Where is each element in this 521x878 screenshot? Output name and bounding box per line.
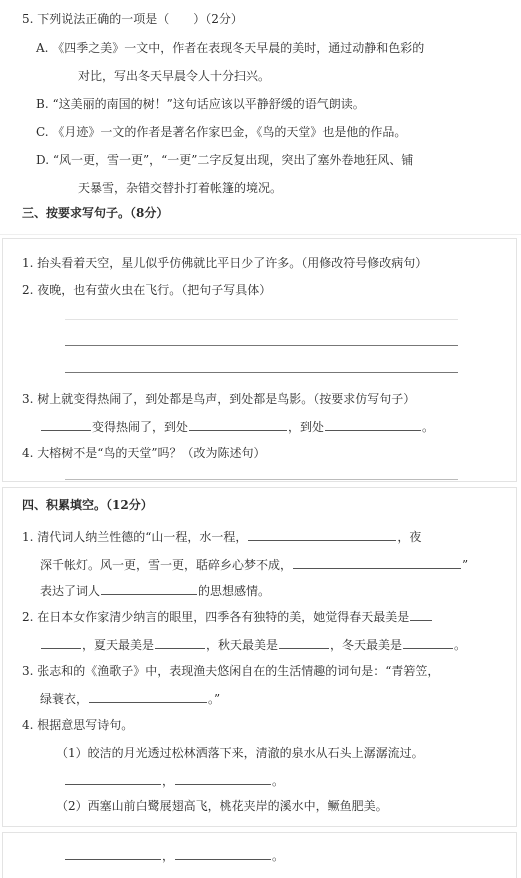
q1-text: 的思想感情。 — [198, 584, 271, 598]
s3-item3-fill — [40, 418, 434, 435]
s4-q1-line2 — [40, 556, 468, 573]
s4-q3-line1: 3. 张志和的《渔歌子》中，表现渔夫悠闲自在的生活情趣的词句是：“青箬笠， — [22, 664, 440, 678]
q1-text: ，夜 — [397, 530, 422, 544]
q4-sep: ， — [162, 849, 175, 863]
q2-text: 。 — [454, 638, 467, 652]
answer-line — [65, 319, 458, 320]
fill-blank[interactable] — [189, 418, 287, 431]
q3-text: 。” — [208, 692, 221, 706]
fill-blank[interactable] — [41, 418, 91, 431]
fill-blank[interactable] — [175, 847, 271, 860]
fill-text: 。 — [422, 420, 435, 434]
fill-blank[interactable] — [101, 582, 197, 595]
s3-item3: 3. 树上就变得热闹了，到处都是鸟声，到处都是鸟影。（按要求仿写句子） — [22, 392, 416, 406]
page-seam — [0, 234, 521, 235]
q5-option-c: C. 《月迹》一文的作者是著名作家巴金，《鸟的天堂》也是他的作品。 — [36, 125, 407, 139]
q1-text: ” — [462, 558, 469, 572]
s4-q1-line1 — [22, 528, 421, 545]
s4-q4-sub2: （2）西塞山前白鹭展翅高飞，桃花夹岸的溪水中，鳜鱼肥美。 — [56, 799, 388, 813]
fill-blank[interactable] — [155, 636, 205, 649]
section3-title: 三、按要求写句子。（8分） — [22, 206, 169, 220]
q1-text: 表达了词人 — [40, 584, 101, 598]
fill-blank[interactable] — [175, 772, 271, 785]
q5-stem: 5. 下列说法正确的一项是（ ）（2分） — [22, 12, 243, 26]
fill-blank[interactable] — [403, 636, 453, 649]
fill-blank[interactable] — [65, 847, 161, 860]
q4-sep: 。 — [272, 774, 285, 788]
fill-blank[interactable] — [41, 636, 81, 649]
q2-text: ，秋天最美是 — [206, 638, 279, 652]
q3-text: 绿蓑衣， — [40, 692, 89, 706]
q5-option-a-line2: 对比，写出冬天早晨令人十分扫兴。 — [78, 69, 271, 83]
answer-line — [65, 345, 458, 346]
fill-blank[interactable] — [89, 690, 207, 703]
q2-text: ，冬天最美是 — [330, 638, 403, 652]
q5-option-d-line2: 天暴雪，杂错交替扑打着帐篷的境况。 — [78, 181, 283, 195]
q2-text: ，夏天最美是 — [82, 638, 155, 652]
q5-option-d-line1: D. “风一更，雪一更”，“一更”二字反复出现，突出了塞外卷地狂风、铺 — [36, 153, 414, 167]
answer-line — [65, 479, 458, 480]
s4-q2-line2 — [40, 636, 466, 653]
s3-item1: 1. 抬头看着天空，星儿似乎仿佛就比平日少了许多。（用修改符号修改病句） — [22, 256, 428, 270]
s4-q1-line3 — [40, 582, 270, 599]
q2-text: 2. 在日本女作家清少纳言的眼里，四季各有独特的美，她觉得春天最美是 — [22, 610, 410, 624]
fill-blank[interactable] — [293, 556, 461, 569]
q4-sep: 。 — [272, 849, 285, 863]
section4-title: 四、积累填空。（12分） — [22, 498, 153, 512]
s3-item4: 4. 大榕树不是“鸟的天堂”吗？（改为陈述句） — [22, 446, 266, 460]
s4-q4-stem: 4. 根据意思写诗句。 — [22, 718, 134, 732]
fill-text: ，到处 — [288, 420, 325, 434]
s4-q3-line2 — [40, 690, 220, 707]
fill-blank[interactable] — [410, 608, 432, 621]
q1-text: 1. 清代词人纳兰性德的“山一程，水一程， — [22, 530, 248, 544]
fill-blank[interactable] — [325, 418, 421, 431]
s3-item2: 2. 夜晚，也有萤火虫在飞行。（把句子写具体） — [22, 283, 272, 297]
fill-blank[interactable] — [65, 772, 161, 785]
answer-line — [65, 372, 458, 373]
s4-q4-sub1-fill — [64, 772, 284, 789]
q4-sep: ， — [162, 774, 175, 788]
q1-text: 深千帐灯。风一更，雪一更，聒碎乡心梦不成， — [40, 558, 293, 572]
fill-text: 变得热闹了，到处 — [92, 420, 189, 434]
q5-option-a-line1: A. 《四季之美》一文中，作者在表现冬天早晨的美时，通过动静和色彩的 — [36, 41, 425, 55]
fill-blank[interactable] — [248, 528, 396, 541]
q5-option-b: B. “这美丽的南国的树！”这句话应该以平静舒缓的语气朗读。 — [36, 97, 365, 111]
s4-q2-line1 — [22, 608, 433, 625]
s4-q4-sub2-fill — [64, 847, 284, 864]
fill-blank[interactable] — [279, 636, 329, 649]
s4-q4-sub1: （1）皎洁的月光透过松林洒落下来，清澈的泉水从石头上潺潺流过。 — [56, 746, 424, 760]
